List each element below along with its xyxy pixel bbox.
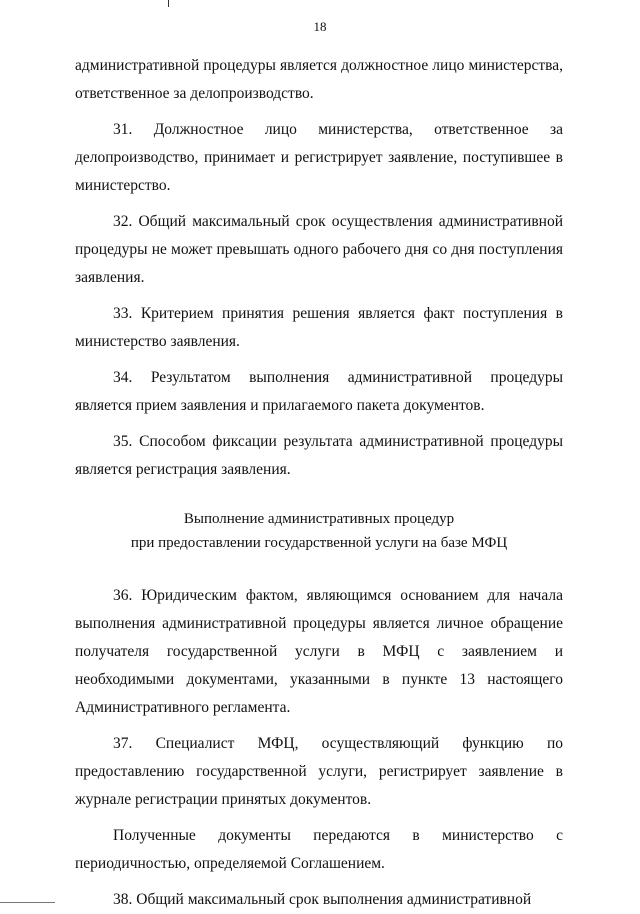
paragraph-34: 34. Результатом выполнения административной процедуры является прием заявления и прилагаемого пакета документов. xyxy=(75,369,563,414)
paragraph-37-continued: Полученные документы передаются в министерство с периодичностью, определяемой Соглашением. xyxy=(75,827,563,872)
paragraph-38: 38. Общий максимальный срок выполнения административной xyxy=(113,891,532,908)
paragraph-32: 32. Общий максимальный срок осуществления административной процедуры не может превышать одного рабочего дня со дня поступления заявления. xyxy=(75,213,563,286)
section-heading xyxy=(75,507,563,555)
paragraph-35: 35. Способом фиксации результата административной процедуры является регистрация заявления. xyxy=(75,433,563,478)
paragraph-31: 31. Должностное лицо министерства, ответственное за делопроизводство, принимает и регистрирует заявление, поступившее в министерство. xyxy=(75,121,563,194)
section-heading-line-1: Выполнение административных процедур xyxy=(183,511,455,527)
paragraph-36: 36. Юридическим фактом, являющимся основанием для начала выполнения административной процедуры является личное обращение получателя государственной услуги в МФЦ с заявлением и необходимыми документами, указанными в пункте 13 настоящего Административного регламента. xyxy=(75,587,563,716)
document-body xyxy=(75,52,563,914)
scan-mark-bottom xyxy=(0,902,55,903)
section-heading-line-2: при предоставлении государственной услуги на базе МФЦ xyxy=(130,535,508,551)
paragraph-37: 37. Специалист МФЦ, осуществляющий функцию по предоставлению государственной услуги, регистрирует заявление в журнале регистрации принятых документов. xyxy=(75,735,563,808)
paragraph-intro: административной процедуры является должностное лицо министерства, ответственное за делопроизводство. xyxy=(75,57,563,102)
paragraph-33: 33. Критерием принятия решения является факт поступления в министерство заявления. xyxy=(75,305,563,350)
page-number: 18 xyxy=(313,19,327,34)
scan-mark-top xyxy=(168,0,169,7)
